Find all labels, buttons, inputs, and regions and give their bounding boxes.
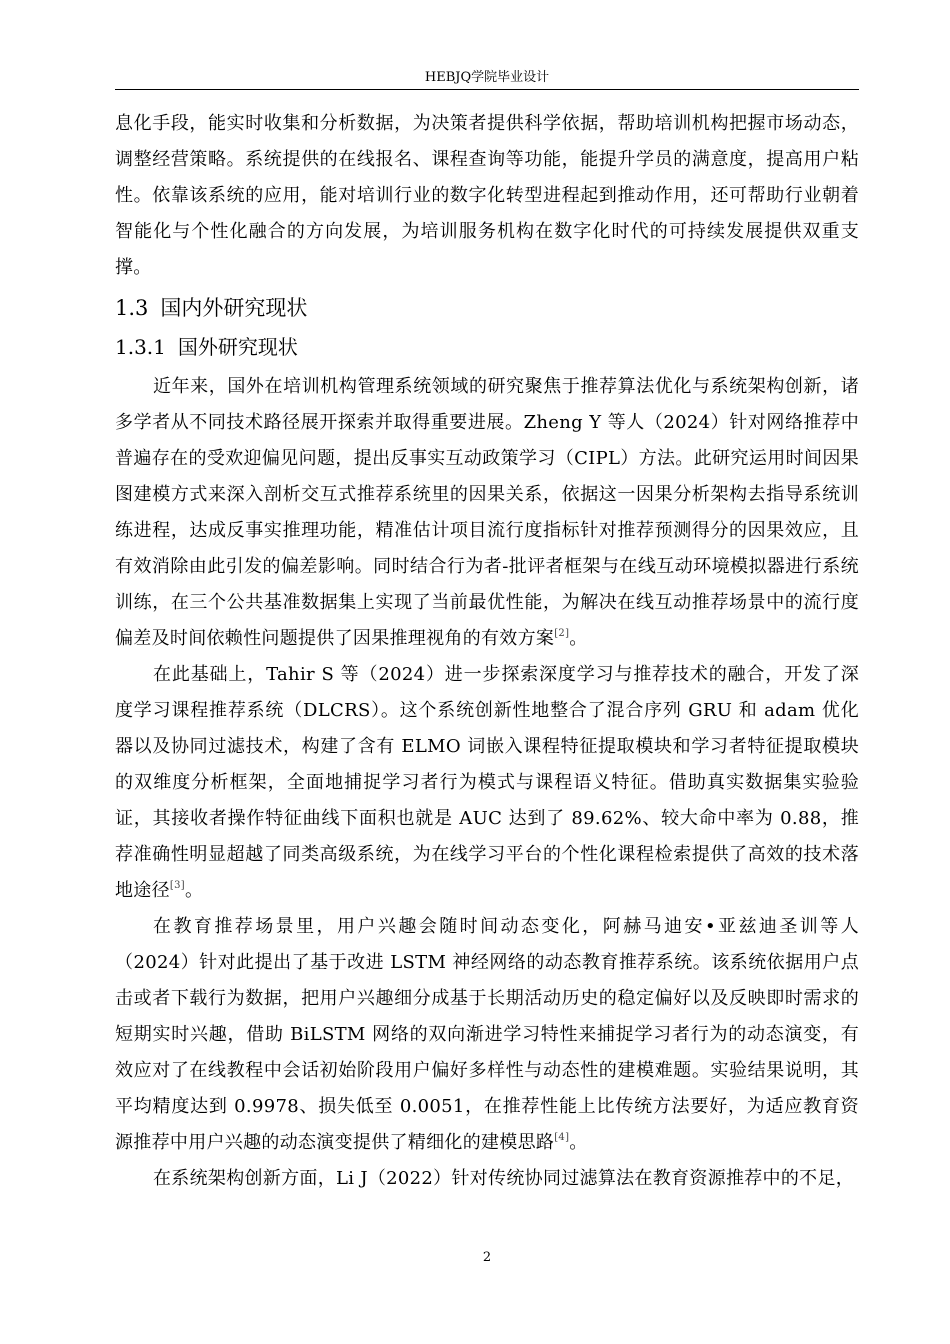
paragraph-text: 在教育推荐场景里，用户兴趣会随时间动态变化，阿赫马迪安•亚兹迪圣训等人（2024）针对此提出了基于改进 LSTM 神经网络的动态教育推荐系统。该系统依据用户点击或者下载行为数据，把用户兴趣细分成基于长期活动历史的稳定偏好以及反映即时需求的短期实时兴趣，借助 BiLSTM 网络的双向渐进学习特性来捕捉学习者行为的动态演变，有效应对了在线教程中会话初始阶段用户偏好多样性与动态性的建模难题。实验结果说明，其平均精度达到 0.9978、损失低至 0.0051，在推荐性能上比传统方法要好，为适应教育资源推荐中用户兴趣的动态演变提供了精细化的建模思路 xyxy=(115,916,859,1153)
page-body xyxy=(115,106,859,1197)
intro-paragraph: 息化手段，能实时收集和分析数据，为决策者提供科学依据，帮助培训机构把握市场动态，调整经营策略。系统提供的在线报名、课程查询等功能，能提升学员的满意度，提高用户粘性。依靠该系统的应用，能对培训行业的数字化转型进程起到推动作用，还可帮助行业朝着智能化与个性化融合的方向发展，为培训服务机构在数字化时代的可持续发展提供双重支撑。 xyxy=(115,113,859,278)
paragraph-text: 近年来，国外在培训机构管理系统领域的研究聚焦于推荐算法优化与系统架构创新，诸多学者从不同技术路径展开探索并取得重要进展。Zheng Y 等人（2024）针对网络推荐中普遍存在的受欢迎偏见问题，提出反事实互动政策学习（CIPL）方法。此研究运用时间因果图建模方式来深入剖析交互式推荐系统里的因果关系，依据这一因果分析架构去指导系统训练进程，达成反事实推理功能，精准估计项目流行度指标针对推荐预测得分的因果效应，且有效消除由此引发的偏差影响。同时结合行为者-批评者框架与在线互动环境模拟器进行系统训练，在三个公共基准数据集上实现了当前最优性能，为解决在线互动推荐场景中的流行度偏差及时间依赖性问题提供了因果推理视角的有效方案 xyxy=(115,376,859,649)
subsection-title: 国外研究现状 xyxy=(177,335,298,359)
paragraph-end: 。 xyxy=(569,628,588,649)
paragraph-end: 。 xyxy=(184,880,204,901)
paragraph-li xyxy=(115,1161,859,1197)
header-rule xyxy=(115,89,859,90)
page-number: 2 xyxy=(482,1250,492,1265)
paragraph-tahir xyxy=(115,657,859,909)
section-heading xyxy=(115,290,859,326)
citation-ref[interactable]: [3] xyxy=(169,880,185,891)
paragraph-ahmadian xyxy=(115,909,859,1161)
subsection-heading xyxy=(115,329,859,365)
paragraph-text: 在系统架构创新方面，Li J（2022）针对传统协同过滤算法在教育资源推荐中的不足， xyxy=(153,1168,855,1189)
paragraph-text: 在此基础上，Tahir S 等（2024）进一步探索深度学习与推荐技术的融合，开发了深度学习课程推荐系统（DLCRS）。这个系统创新性地整合了混合序列 GRU 和 adam 优化器以及协同过滤技术，构建了含有 ELMO 词嵌入课程特征提取模块和学习者特征提取模块的双维度分析框架，全面地捕捉学习者行为模式与课程语义特征。借助真实数据集实验验证，其接收者操作特征曲线下面积也就是 AUC 达到了 89.62%、较大命中率为 0.88，推荐准确性明显超越了同类高级系统，为在线学习平台的个性化课程检索提供了高效的技术落地途径 xyxy=(115,664,859,901)
citation-ref[interactable]: [2] xyxy=(554,628,570,639)
paragraph-end: 。 xyxy=(569,1132,588,1153)
section-number: 1.3 xyxy=(115,296,149,320)
section-title: 国内外研究现状 xyxy=(160,296,308,320)
citation-ref[interactable]: [4] xyxy=(554,1132,570,1143)
subsection-number: 1.3.1 xyxy=(115,335,166,359)
page-header: HEBJQ学院毕业设计 xyxy=(424,70,550,85)
paragraph-zheng xyxy=(115,369,859,657)
